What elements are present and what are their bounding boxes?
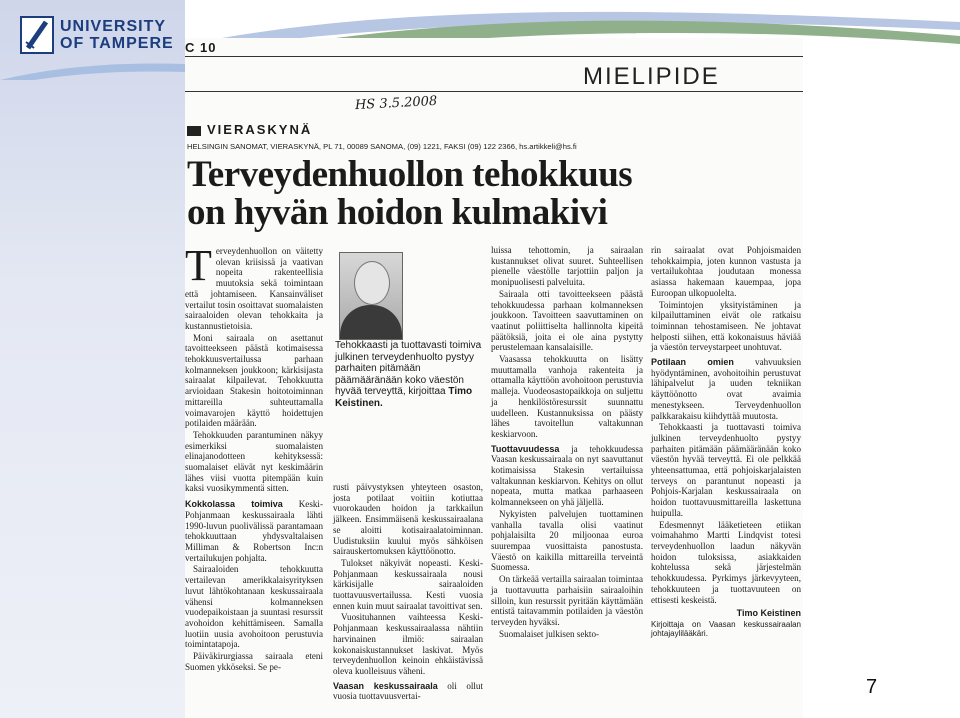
slide-sidebar xyxy=(0,0,185,718)
dropcap: T xyxy=(185,241,212,290)
article-column-1 xyxy=(185,241,323,673)
paragraph: Keski-Pohjanmaan keskussairaala lähti 1990-luvun puolivälissä parantamaan tehokkuuttaan yhdysvaltalaisen Milliman & Robertson Inc:n vertailukujen pohjalta. xyxy=(185,499,323,563)
section-title: MIELIPIDE xyxy=(583,63,720,90)
signature-name: Timo Keistinen xyxy=(736,608,801,619)
section-code: C 10 xyxy=(185,40,217,55)
university-emblem-icon xyxy=(20,16,54,54)
logo-line-1: UNIVERSITY xyxy=(60,18,167,35)
headline-line-2: on hyvän hoidon kulmakivi xyxy=(187,192,608,233)
paragraph: Moni sairaala on asettanut tavoitteekseen päästä kotimaisessa tehokkuusvertailussa parhaan kolmanneksen joukkoon; kärkisijasta sairaalat kilpailevat. Tehokkuutta arvioidaan Stakesin hoitotoiminnan mittareilla suhteuttamalla voimavarojen käyttö hoidettujen potilaiden määrään. xyxy=(185,332,323,429)
paragraph: Vuosituhannen vaihteessa Keski-Pohjanmaan keskussairaalassa nähtiin harvinainen ilmiö: sairaalan kokonaiskustannukset laskivat. Myös terveydenhuollon keinoin ehkäistävissä oleva kuolleisuus väheni. xyxy=(333,612,483,676)
caption-author: Timo Keistinen. xyxy=(335,386,473,409)
university-logo xyxy=(20,16,174,54)
article-column-2 xyxy=(333,482,483,703)
paragraph: rin sairaalat ovat Pohjoismaiden tehokkaimpia, joten kunnon vastusta ja vertailukohtaa joudutaan monessa asiassa hakemaan kauempaa, jopa Euroopan ulkopuolelta. xyxy=(651,245,801,298)
column-label xyxy=(187,122,312,137)
headline-line-1: Terveydenhuollon tehokkuus xyxy=(187,154,633,195)
photo-shoulders xyxy=(340,305,402,340)
signature-role: Kirjoittaja on Vaasan keskussairaalan johtajaylilääkäri. xyxy=(651,619,801,638)
article-column-4 xyxy=(651,245,801,639)
paragraph: Sairaaloiden tehokkuutta vertailevan amerikkalaisyrityksen luvut lähtökohtanaan keskussairaala vähensi kolmanneksen vuodepaikoistaan ja suuntasi resurssit avohoidon kehittämiseen. Samalla luotiin uusia avohoitoon perustuvia toimintatapoja. xyxy=(185,564,323,650)
article-column-3 xyxy=(491,245,643,640)
paragraph: Toimintojen yksityistäminen ja kilpailuttaminen eivät ole ratkaisu toiminnan tehostamiseen. Ne johtavat helposti siihen, että kokonaisuus häviää ja väestön terveystarpeet unohtuvat. xyxy=(651,299,801,353)
logo-line-2: OF TAMPERE xyxy=(60,35,174,52)
label-square-icon xyxy=(187,126,201,136)
paragraph: Päiväkirurgiassa sairaala eteni Suomen ykköseksi. Se pe- xyxy=(185,651,323,672)
paragraph-lead: Kokkolassa toimiva xyxy=(185,499,283,510)
photo-caption xyxy=(335,340,485,410)
paragraph: Edesmennyt lääketieteen etiikan voimahahmo Martti Lindqvist totesi terveydenhuollon laadun näkyvän hoidon tuloksissa, asiakkaiden kohtelussa sekä järjestelmän tehokkuudessa. Pyrkimys järkevyyteen, tehokkuuteen ja tuottavuuteen on ettisesti keskeistä. xyxy=(651,519,801,605)
paragraph-lead: Tuottavuudessa xyxy=(491,443,560,454)
top-rule xyxy=(185,56,803,57)
paragraph: Tehokkuuden parantuminen näkyy esimerkiksi suomalaisten elinajanodotteen kehityksessä: suomalaiset elävät nyt keskimäärin lähes viisi vuotta pitempään kuin kaksi vuosikymmentä sitten. xyxy=(185,429,323,494)
paragraph: Vaasassa tehokkuutta on lisätty muuttamalla vanhoja rakenteita ja ottamalla käyttöön avohoitoon perustuvia malleja. Vuodeosastopaikkoja on suljettu ja henkilöstöresurssit suunnattu uudelleen. Kustannuksissa on päästy lähes tavoitellun valtakunnan keskiarvoon. xyxy=(491,354,643,439)
paragraph: oli ollut vuosia tuottavuusvertai- xyxy=(333,680,483,702)
paragraph-lead: Vaasan keskussairaala xyxy=(333,680,438,691)
contact-address: HELSINGIN SANOMAT, VIERASKYNÄ, PL 71, 00089 SANOMA, (09) 1221, FAKSI (09) 122 2366, hs.artikkeli@hs.fi xyxy=(187,142,577,151)
paragraph: Nykyisten palvelujen tuottaminen vanhalla tavalla olisi vaatinut pohjalaisilta 20 miljoonaa euroa suurempaa vuosittaista panostusta. Väestö on kaikilla mittareilla terveintä Suomessa. xyxy=(491,508,643,573)
slide-page-number: 7 xyxy=(866,676,878,698)
column-label-text: VIERASKYNÄ xyxy=(207,122,313,137)
paragraph: erveydenhuollon on väitetty olevan kriisissä ja vaativan nopeita rakenteellisia muutoksia sekä toimintaan että johtamiseen. Kansainväliset vertailut tosin osoittavat suomalaisten sairaaloiden olevan tehokkaita ja kustannustietoisia. xyxy=(185,246,323,331)
newspaper-clipping xyxy=(185,38,803,718)
paragraph: Suomalaiset julkisen sekto- xyxy=(499,628,600,639)
handwritten-date: HS 3.5.2008 xyxy=(354,93,438,114)
paragraph: Tehokkaasti ja tuottavasti toimiva julkinen terveydenhuolto pystyy parhaiten pitämään päämääränään koko väestön hyvää terveyttä. Ei ole pelkkää yhteensattumaa, että pohjoiskarjalaisten terveys on parantunut nopeasti ja Pohjois-Karjalan keskussairaala on hoidon tuottavuusmittareilla laskettuna huipulla. xyxy=(651,422,801,518)
paragraph: Tulokset näkyivät nopeasti. Keski-Pohjanmaan keskussairaala nousi kärkisijalle sairaaloiden tuottavuusvertailussa. Kesti vuosia ennen kuin muut sairaalat tavoittivat sen. xyxy=(333,557,483,611)
section-rule xyxy=(185,91,803,92)
photo-face xyxy=(354,261,390,305)
caption-text: Tehokkaasti ja tuottavasti toimiva julkinen terveydenhuolto pystyy parhaiten pitämään päämääränään koko väestön hyvää terveyttä, kirjoittaa xyxy=(335,340,482,398)
paragraph: ja tehokkuudessa Vaasan keskussairaala on nyt saavuttanut kotimaisissa Stakesin vertailuissa valtakunnan keskiarvon. Kehitys on ollut nopeata, mutta matkaa parhaaseen kolmannekseen on yhä jäljellä. xyxy=(491,443,643,508)
paragraph: On tärkeää vertailla sairaalan toimintaa ja tuottavuutta parhaisiin sairaaloihin silloin, kun resurssit pyritään käyttämään entistä taitavammin potilaiden ja väestön terveyden hyväksi. xyxy=(491,574,643,627)
headline xyxy=(187,156,632,232)
paragraph-lead: Potilaan omien xyxy=(651,357,734,368)
paragraph: luissa tehottomin, ja sairaalan kustannukset olivat suuret. Suhteellisen pienelle väestölle tarjottiin paljon ja monipuolisesti palveluita. xyxy=(491,245,643,288)
paragraph: vahvuuksien hyödyntäminen, avohoitoihin perustuvat lähipalvelut ja uuden tekniikan käyttöönotto ovat avaimia menestykseen. Terveydenhuollon palkkarakaisu kiihdyttää muutosta. xyxy=(651,357,801,421)
paragraph: rusti päivystyksen yhteyteen osaston, josta potilaat voitiin kotiuttaa vuorokauden hoidon ja tarkkailun jälkeen. Ensimmäisenä keskussairaalana se aloitti kotisairaalatoiminnan. Uudistuksiin kuului myös sähköisen sairauskertomuksen käyttöönotto. xyxy=(333,482,483,557)
author-photo xyxy=(339,252,403,340)
paragraph: Sairaala otti tavoitteekseen päästä tehokkuudessa parhaan kolmanneksen joukkoon. Tavoitteen saavuttaminen on vaatinut poliittiselta hallinnolta kipeitä päätöksiä, joita ei ole aina pystytty perustelemaan kansalaisille. xyxy=(491,288,643,353)
